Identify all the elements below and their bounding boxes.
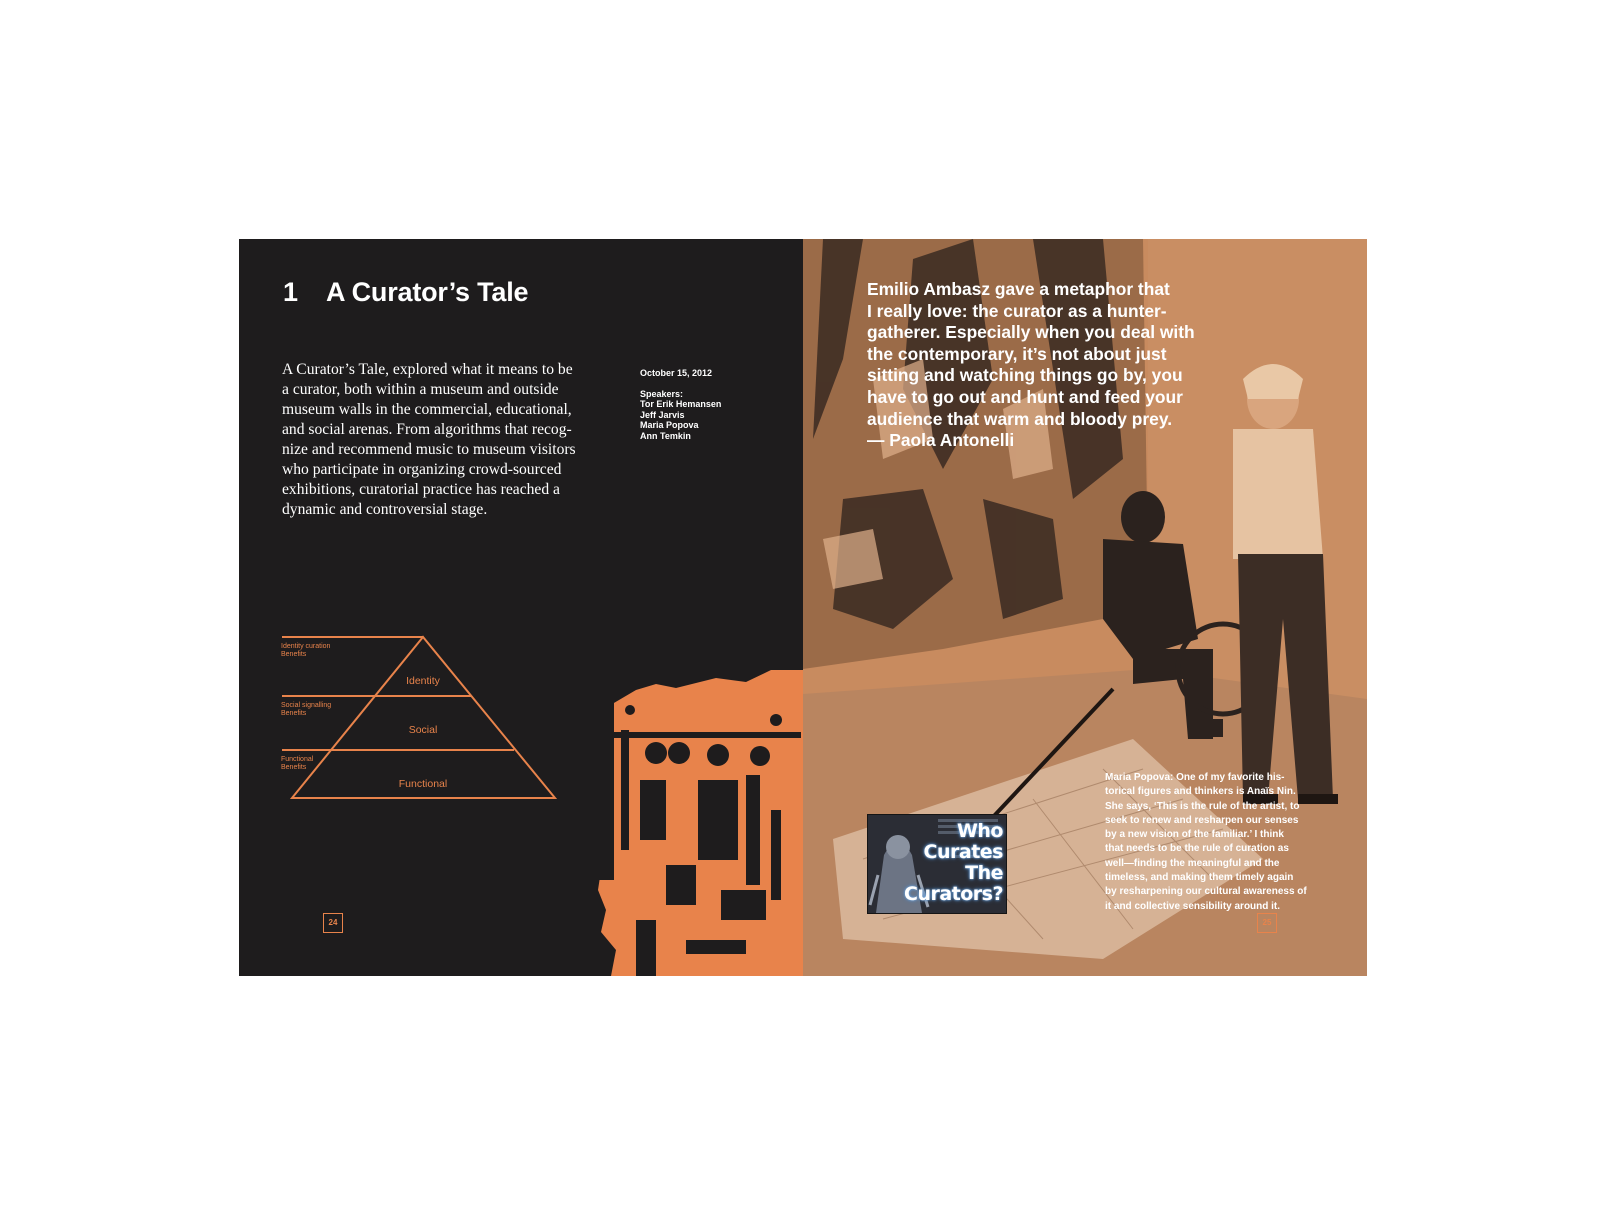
- who-curates-the-curators-poster: [867, 814, 1007, 914]
- quote-line: sitting and watching things go by, you: [867, 365, 1183, 386]
- caption-line: that needs to be the rule of curation as: [1105, 843, 1289, 855]
- intro-line: nize and recommend music to museum visitors: [282, 441, 576, 458]
- intro-line: museum walls in the commercial, educational,: [282, 401, 572, 418]
- event-date: October 15, 2012: [640, 368, 713, 378]
- page-number-right: 25: [1257, 913, 1277, 933]
- pyramid-level-functional: Functional: [398, 778, 448, 790]
- pyramid-side-label: Functional: [281, 756, 314, 763]
- event-meta: [640, 368, 721, 441]
- chapter-heading: [283, 277, 528, 308]
- quote-attribution: — Paola Antonelli: [867, 430, 1015, 451]
- pyramid-side-label: Benefits: [281, 651, 307, 658]
- book-spread: [239, 239, 1367, 976]
- intro-line: A Curator’s Tale, explored what it means to be: [282, 361, 573, 378]
- caption-line: Maria Popova: One of my favorite his-: [1105, 772, 1285, 783]
- pyramid-side-label: Benefits: [281, 764, 307, 771]
- pyramid-side-label: Social signalling: [281, 702, 332, 709]
- pyramid-level-social: Social: [408, 724, 438, 736]
- quote-line: I really love: the curator as a hunter-: [867, 300, 1167, 321]
- photo-caption: [1105, 771, 1325, 914]
- poster-word: Curates: [923, 841, 1003, 863]
- caption-line: timeless, and making them timely again: [1105, 872, 1294, 884]
- benefits-pyramid-diagram: [279, 634, 579, 814]
- speaker-name: Jeff Jarvis: [640, 409, 685, 420]
- caption-line: by resharpening our cultural awareness of: [1105, 886, 1307, 898]
- speaker-name: Tor Erik Hemansen: [640, 399, 722, 409]
- quote-line: audience that warm and bloody prey.: [867, 408, 1173, 429]
- left-page: [239, 239, 803, 976]
- chapter-title: A Curator’s Tale: [326, 277, 529, 307]
- poster-title: [904, 821, 1003, 905]
- poster-word: Who: [956, 820, 1003, 842]
- intro-line: exhibitions, curatorial practice has reached a: [282, 481, 560, 498]
- caption-line: seek to renew and resharpen our senses: [1105, 814, 1299, 826]
- intro-line: and social arenas. From algorithms that recog-: [282, 421, 572, 438]
- pyramid-outline: [292, 637, 555, 798]
- caption-line: She says, ‘This is the rule of the artist, to: [1105, 800, 1300, 812]
- chapter-number: 1: [283, 277, 298, 307]
- intro-line: a curator, both within a museum and outside: [282, 381, 559, 398]
- pyramid-side-label: Benefits: [281, 710, 307, 717]
- pull-quote: [867, 279, 1227, 452]
- caption-line: by a new vision of the familiar.’ I think: [1105, 829, 1284, 841]
- right-page: [803, 239, 1367, 976]
- intro-line: who participate in organizing crowd-sourced: [282, 461, 562, 478]
- caption-line: torical figures and thinkers is Anaïs Nin.: [1105, 786, 1296, 798]
- speaker-name: Maria Popova: [640, 420, 699, 430]
- quote-line: have to go out and hunt and feed your: [867, 386, 1183, 407]
- caption-line: well—finding the meaningful and the: [1105, 857, 1280, 869]
- pyramid-level-identity: Identity: [406, 675, 440, 687]
- speakers-label: Speakers:: [640, 388, 684, 399]
- intro-paragraph: [282, 360, 602, 520]
- caption-line: it and collective sensibility around it.: [1105, 900, 1281, 912]
- quote-line: gatherer. Especially when you deal with: [867, 322, 1195, 343]
- page-number-left: 24: [323, 913, 343, 933]
- poster-word: The: [965, 862, 1003, 884]
- intro-line: dynamic and controversial stage.: [282, 501, 488, 518]
- poster-word: Curators?: [904, 883, 1003, 905]
- quote-line: the contemporary, it’s not about just: [867, 343, 1167, 364]
- halftone-orange-image: [596, 670, 803, 976]
- pyramid-side-label: Identity curation: [281, 643, 331, 650]
- quote-line: Emilio Ambasz gave a metaphor that: [867, 279, 1170, 299]
- speaker-name: Ann Temkin: [640, 430, 691, 441]
